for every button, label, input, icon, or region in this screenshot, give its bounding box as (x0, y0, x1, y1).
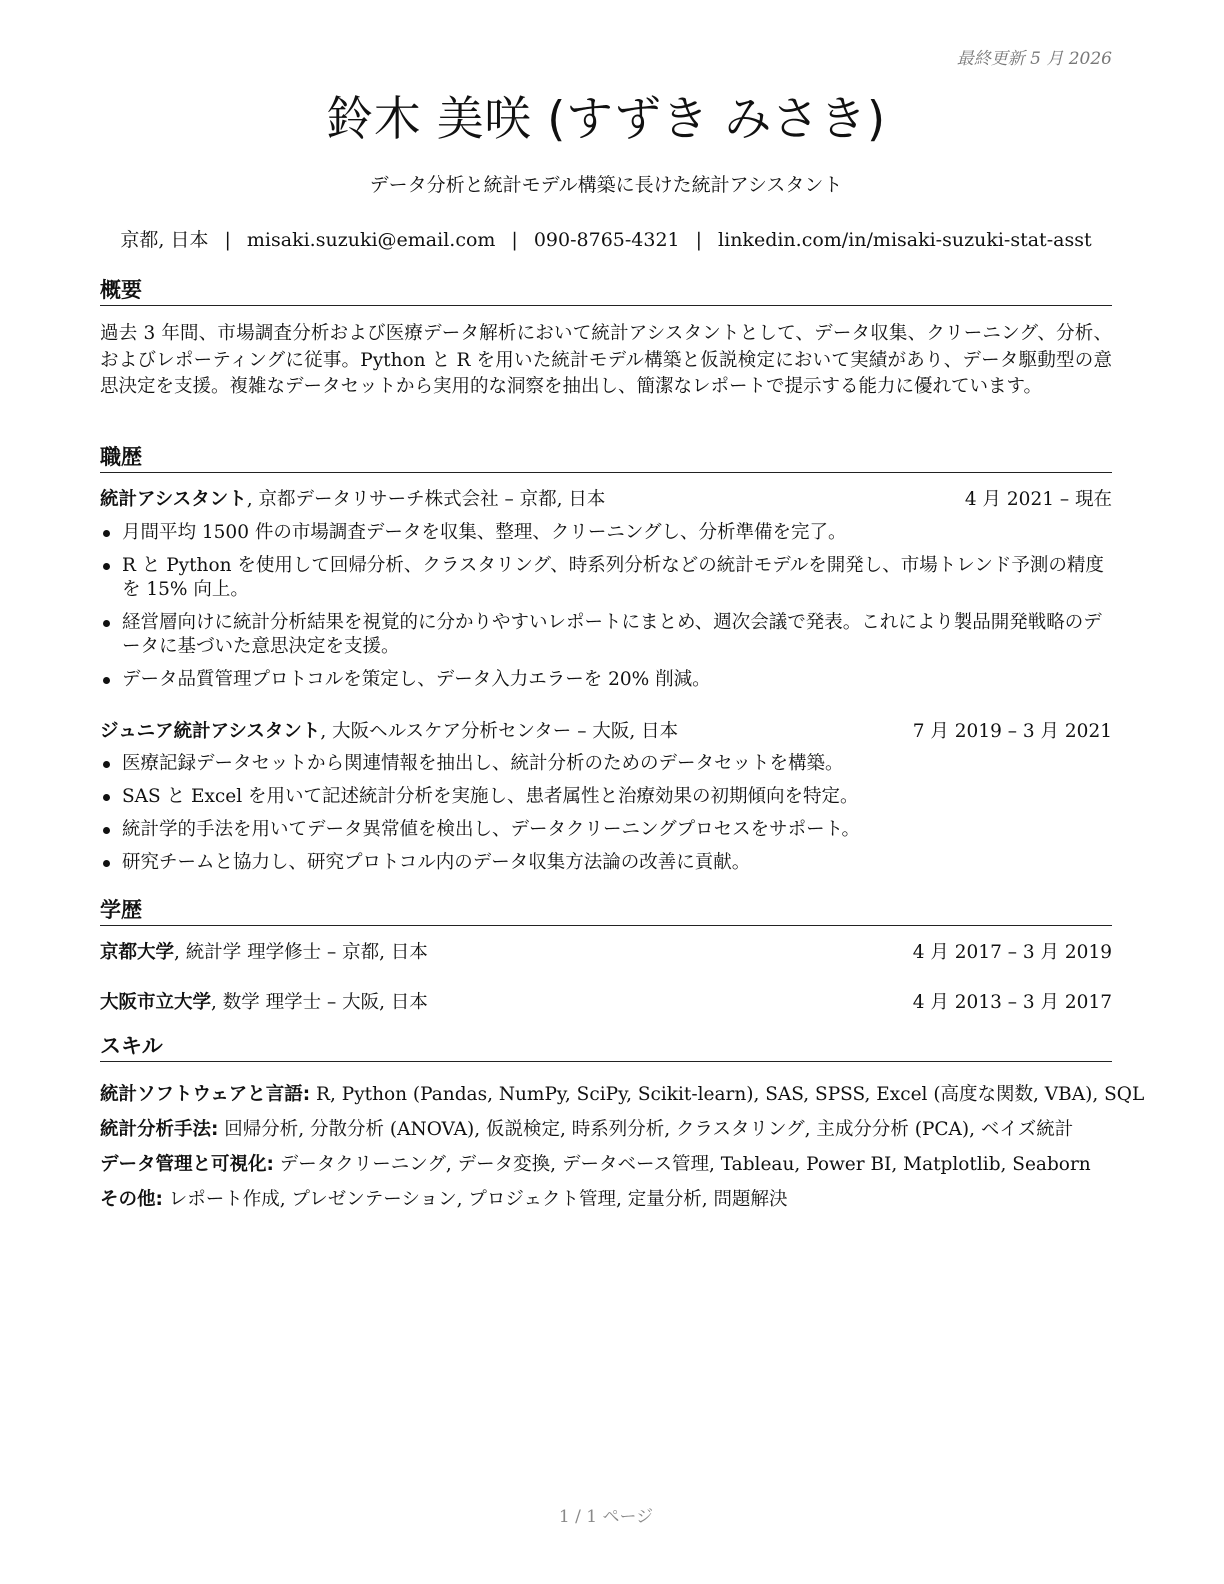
contact-email[interactable]: misaki.suzuki@email.com (246, 229, 496, 251)
job-bullet: 研究チームと協力し、研究プロトコル内のデータ収集方法論の改善に貢献。 (100, 851, 1112, 875)
job-bullet: 統計学的手法を用いてデータ異常値を検出し、データクリーニングプロセスをサポート。 (100, 818, 1112, 842)
job-employer: , 大阪ヘルスケア分析センター – 大阪, 日本 (320, 721, 679, 742)
education-item (100, 941, 1112, 965)
contact-location: 京都, 日本 (120, 229, 209, 251)
job-header (100, 488, 1112, 512)
job-role: 統計アシスタント (100, 489, 247, 510)
skills-label: その他: (100, 1189, 163, 1210)
job-bullet: データ品質管理プロトコルを策定し、データ入力エラーを 20% 削減。 (100, 668, 1112, 692)
skills-row (100, 1147, 1112, 1182)
contact-linkedin[interactable]: linkedin.com/in/misaki-suzuki-stat-asst (718, 229, 1092, 251)
education-degree: , 統計学 理学修士 – 京都, 日本 (174, 942, 428, 963)
resume-page (100, 0, 1145, 1584)
skills-list (100, 1077, 1145, 1217)
education-item (100, 991, 1112, 1015)
job-role: ジュニア統計アシスタント (100, 721, 321, 742)
job-employer: , 京都データリサーチ株式会社 – 京都, 日本 (246, 489, 606, 510)
education-degree: , 数学 理学士 – 大阪, 日本 (211, 992, 428, 1013)
job-header (100, 720, 1112, 744)
job-bullets (100, 752, 1112, 884)
skills-row (100, 1182, 1112, 1217)
job-dates: 4 月 2021 – 現在 (964, 489, 1112, 510)
education-dates: 4 月 2013 – 3 月 2017 (912, 992, 1112, 1013)
contact-separator: | (224, 229, 231, 251)
job-bullet: 医療記録データセットから関連情報を抽出し、統計分析のためのデータセットを構築。 (100, 752, 1112, 776)
last-updated-date: 最終更新 5 月 2026 (956, 49, 1112, 69)
skills-value: レポート作成, プレゼンテーション, プロジェクト管理, 定量分析, 問題解決 (162, 1189, 788, 1210)
section-title-skills: スキル (100, 1033, 1112, 1062)
job-bullet: R と Python を使用して回帰分析、クラスタリング、時系列分析などの統計モデルを開発し、市場トレンド予測の精度を 15% 向上。 (100, 554, 1112, 602)
skills-row (100, 1112, 1112, 1147)
skills-value: 回帰分析, 分散分析 (ANOVA), 仮説検定, 時系列分析, クラスタリング, 主成分分析 (PCA), ベイズ統計 (218, 1119, 1074, 1140)
tagline: データ分析と統計モデル構築に長けた統計アシスタント (369, 174, 843, 196)
job-dates: 7 月 2019 – 3 月 2021 (912, 721, 1112, 742)
skills-label: 統計分析手法: (100, 1119, 219, 1140)
skills-label: 統計ソフトウェアと言語: (100, 1084, 311, 1105)
contact-phone[interactable]: 090-8765-4321 (533, 229, 680, 251)
section-title-summary: 概要 (100, 277, 1112, 306)
summary-text: 過去 3 年間、市場調査分析および医療データ解析において統計アシスタントとして、データ収集、クリーニング、分析、およびレポーティングに従事。Python と R を用いた統計モデル構築と仮説検定において実績があり、データ駆動型の意思決定を支援。複雑なデータセットから実用的な洞察を抽出し、簡潔なレポートで提示する能力に優れています。 (100, 323, 1112, 397)
education-dates: 4 月 2017 – 3 月 2019 (912, 942, 1112, 963)
job-bullet: 月間平均 1500 件の市場調査データを収集、整理、クリーニングし、分析準備を完了。 (100, 521, 1112, 545)
page-indicator: 1 / 1 ページ (558, 1507, 654, 1527)
contact-line (100, 225, 1112, 252)
education-school: 大阪市立大学 (100, 992, 212, 1013)
contact-separator: | (511, 229, 518, 251)
candidate-name: 鈴木 美咲 (すずき みさき) (326, 92, 886, 147)
education-school: 京都大学 (100, 942, 175, 963)
skills-row (100, 1077, 1145, 1112)
job-bullet: SAS と Excel を用いて記述統計分析を実施し、患者属性と治療効果の初期傾向を特定。 (100, 785, 1112, 809)
job-bullet: 経営層向けに統計分析結果を視覚的に分かりやすいレポートにまとめ、週次会議で発表。これにより製品開発戦略のデータに基づいた意思決定を支援。 (100, 611, 1112, 659)
contact-separator: | (695, 229, 703, 251)
skills-label: データ管理と可視化: (100, 1154, 274, 1175)
section-title-education: 学歴 (100, 897, 1112, 926)
skills-value: R, Python (Pandas, NumPy, SciPy, Scikit-learn), SAS, SPSS, Excel (高度な関数, VBA), SQL (310, 1084, 1145, 1105)
skills-value: データクリーニング, データ変換, データベース管理, Tableau, Power BI, Matplotlib, Seaborn (273, 1154, 1091, 1175)
job-bullets (100, 521, 1112, 701)
section-title-experience: 職歴 (100, 444, 1112, 473)
